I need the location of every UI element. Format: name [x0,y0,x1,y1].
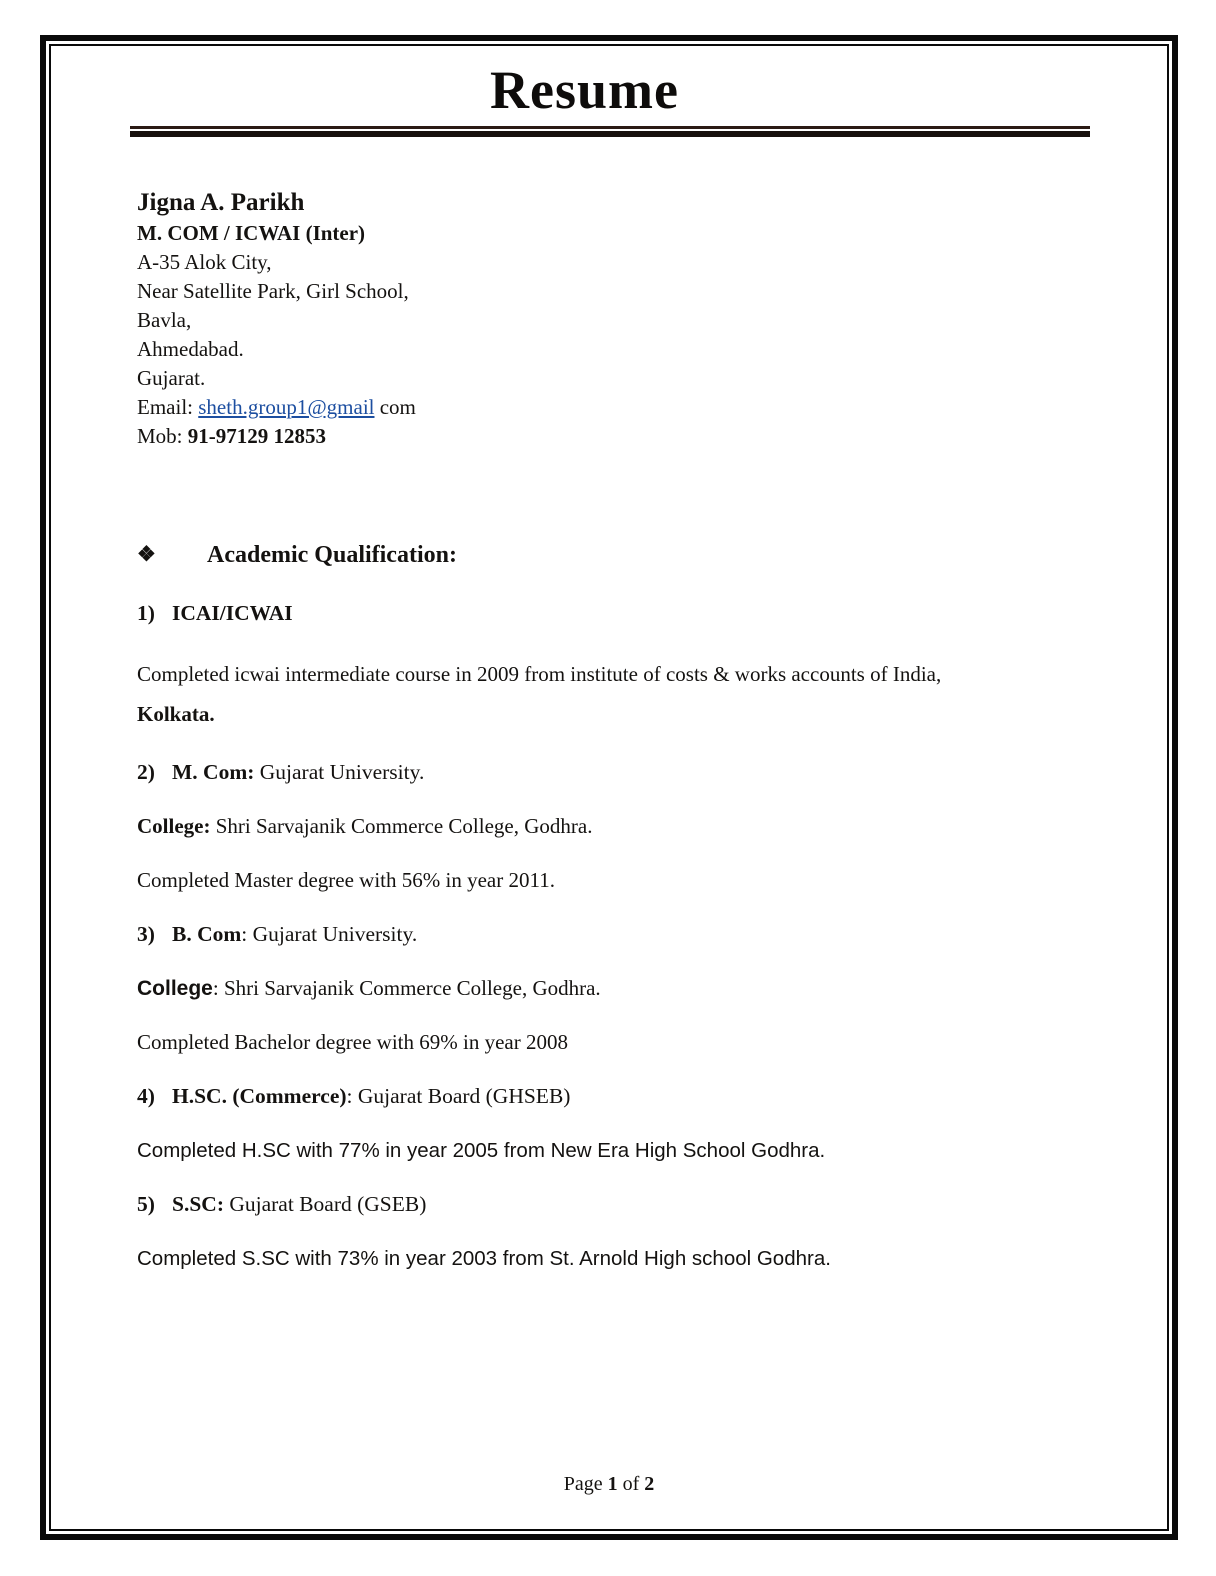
qualification-5-label: S.SC: [172,1192,224,1216]
title-rule-thin [130,126,1090,129]
qualification-4-label: H.SC. (Commerce) [172,1084,347,1108]
contact-address-line: Near Satellite Park, Girl School, [137,279,409,303]
qualification-3-label-rest: : Gujarat University. [241,922,418,946]
page-border [40,35,1178,1540]
footer-page-number: 1 [607,1473,618,1495]
mobile-label: Mob: [137,424,183,448]
qualification-1-title: ICAI/ICWAI [172,601,293,625]
item-number: 4) [137,1084,155,1108]
email-label: Email: [137,395,193,419]
contact-degree: M. COM / ICWAI (Inter) [137,221,366,245]
contact-mobile-line [137,422,1118,451]
contact-email-line [137,393,1118,422]
qualification-3-heading [137,921,1118,948]
diamond-bullet-icon: ❖ [137,542,156,566]
qualification-5-label-rest: Gujarat Board (GSEB) [223,1192,427,1216]
email-suffix: com [379,395,416,419]
contact-block [137,187,1118,451]
section-heading-academic-qualification [137,539,1118,570]
contact-address-line: A-35 Alok City, [137,250,272,274]
college-label: College: [137,814,211,838]
qualification-2-label: M. Com: [172,760,255,784]
qualification-2-college [137,813,1118,840]
contact-address-line: Ahmedabad. [137,337,244,361]
page-footer [51,1471,1167,1497]
page-title: Resume [490,60,679,120]
college-label: College [137,977,213,1000]
qualification-2-heading [137,759,1118,786]
item-number: 5) [137,1192,155,1216]
qualification-2-label-rest: Gujarat University. [254,760,425,784]
footer-of-label: of [622,1473,640,1495]
section-heading-text: Academic Qualification: [207,542,457,568]
title-rule [130,126,1090,137]
qualification-4-label-rest: : Gujarat Board (GHSEB) [346,1084,571,1108]
title-rule-thick [130,131,1090,137]
email-link[interactable]: sheth.group1@gmail [198,395,375,419]
qualification-2-detail: Completed Master degree with 56% in year 2011. [137,868,555,892]
contact-address-line: Gujarat. [137,366,206,390]
college-value: Shri Sarvajanik Commerce College, Godhra. [210,814,593,838]
page-border-inner [49,44,1169,1531]
qualification-3-college [137,975,1118,1002]
qualification-1-body-bold: Kolkata. [137,702,215,726]
qualification-1-heading [137,600,1118,627]
qualification-4-detail: Completed H.SC with 77% in year 2005 from New Era High School Godhra. [137,1139,826,1162]
qualification-1-body-text: Completed icwai intermediate course in 2009 from institute of costs & works accounts of India, [137,662,942,686]
qualification-5-detail: Completed S.SC with 73% in year 2003 from St. Arnold High school Godhra. [137,1247,831,1270]
contact-address-line: Bavla, [137,308,192,332]
footer-page-label: Page [563,1473,603,1495]
qualification-5-heading [137,1191,1118,1218]
item-number: 1) [137,601,155,625]
qualification-3-label: B. Com [172,922,242,946]
qualification-3-detail: Completed Bachelor degree with 69% in year 2008 [137,1030,568,1054]
mobile-number: 91-97129 12853 [187,424,327,448]
item-number: 3) [137,922,155,946]
qualification-1-body [137,654,1118,734]
college-value: : Shri Sarvajanik Commerce College, Godhra. [212,976,601,1000]
footer-total-pages: 2 [644,1473,655,1495]
contact-name: Jigna A. Parikh [137,189,305,216]
resume-page [51,46,1167,1529]
qualification-4-heading [137,1083,1118,1110]
item-number: 2) [137,760,155,784]
